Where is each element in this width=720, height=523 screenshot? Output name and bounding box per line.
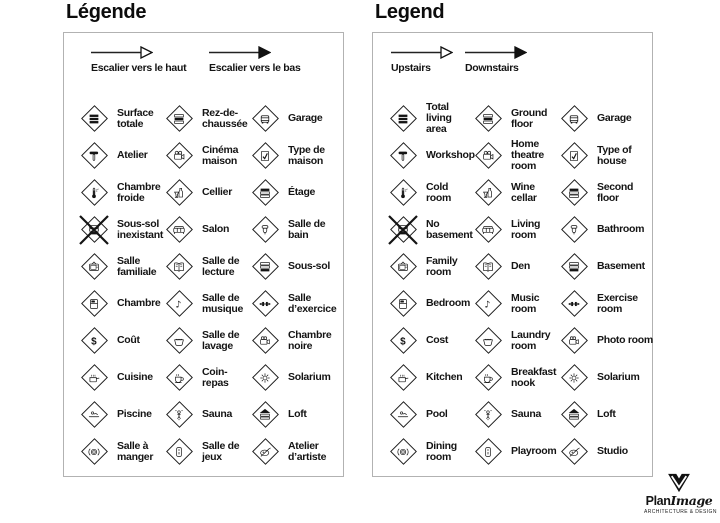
family-room-icon bbox=[388, 252, 418, 282]
legend-item bbox=[79, 396, 164, 433]
legend-item-label: Home theatre room bbox=[511, 138, 544, 172]
studio-icon bbox=[559, 437, 589, 467]
logo-plan-text: Plan bbox=[645, 494, 671, 508]
legend-item-label: Loft bbox=[597, 408, 616, 420]
legend-item-label: Coût bbox=[117, 334, 140, 346]
cost-icon bbox=[388, 326, 418, 356]
legend-item bbox=[473, 174, 559, 211]
breakfast-nook-icon bbox=[164, 363, 194, 393]
legend-item bbox=[79, 322, 164, 359]
legend-panel-en bbox=[372, 0, 653, 478]
legend-item bbox=[473, 359, 559, 396]
legend-item-label: Surface totale bbox=[117, 106, 154, 130]
breakfast-nook-icon bbox=[473, 363, 503, 393]
stair-arrow-label: Downstairs bbox=[465, 62, 519, 74]
legend-item-label: Family room bbox=[426, 254, 458, 278]
legend-item bbox=[388, 322, 473, 359]
arrow-open-head-icon bbox=[91, 46, 153, 59]
legend-item bbox=[79, 285, 164, 322]
pool-icon bbox=[388, 400, 418, 430]
logo-image-text: Image bbox=[670, 493, 713, 508]
photo-room-icon bbox=[250, 326, 280, 356]
legend-item-label: Studio bbox=[597, 445, 628, 457]
legend-item bbox=[79, 248, 164, 285]
legend-item-label: Chambre froide bbox=[117, 180, 161, 204]
legend-item bbox=[79, 211, 164, 248]
legend-item-label: Cost bbox=[426, 334, 449, 346]
legend-item bbox=[164, 100, 250, 137]
legend-item bbox=[559, 174, 659, 211]
legend-item-label: Piscine bbox=[117, 408, 152, 420]
legend-item bbox=[164, 137, 250, 174]
legend-item bbox=[250, 359, 350, 396]
svg-text:$: $ bbox=[400, 336, 406, 347]
legend-item bbox=[79, 359, 164, 396]
legend-item-label: Salle d’exercice bbox=[288, 291, 337, 315]
panel-title-en: Legend bbox=[375, 1, 445, 23]
legend-item bbox=[250, 285, 350, 322]
legend-item bbox=[388, 396, 473, 433]
legend-item-label: Total living area bbox=[426, 101, 452, 135]
legend-item bbox=[473, 211, 559, 248]
wine-cellar-icon bbox=[164, 178, 194, 208]
stair-arrow-label: Escalier vers le haut bbox=[91, 62, 187, 74]
legend-item bbox=[79, 137, 164, 174]
exercise-room-icon bbox=[559, 289, 589, 319]
music-room-icon bbox=[473, 289, 503, 319]
stair-arrows bbox=[64, 33, 343, 87]
legend-item-label: Bathroom bbox=[597, 223, 645, 235]
legend-item bbox=[473, 137, 559, 174]
stair-arrow-label: Escalier vers le bas bbox=[209, 62, 301, 74]
legend-grid bbox=[373, 100, 652, 470]
legend-item-label: Salle à manger bbox=[117, 439, 154, 463]
legend-item bbox=[559, 433, 659, 470]
ground-floor-icon bbox=[164, 104, 194, 134]
playroom-icon bbox=[473, 437, 503, 467]
legend-item-label: Sous-sol bbox=[288, 260, 330, 272]
legend-box-fr bbox=[63, 32, 344, 477]
bedroom-icon bbox=[388, 289, 418, 319]
laundry-icon bbox=[473, 326, 503, 356]
loft-icon bbox=[559, 400, 589, 430]
legend-item-label: Étage bbox=[288, 186, 316, 198]
legend-item-label: Type of house bbox=[597, 143, 632, 167]
legend-item bbox=[250, 433, 350, 470]
legend-item bbox=[388, 433, 473, 470]
legend-item bbox=[559, 137, 659, 174]
legend-item-label: Exercise room bbox=[597, 291, 638, 315]
kitchen-icon bbox=[388, 363, 418, 393]
total-area-icon bbox=[79, 104, 109, 134]
legend-item-label: Sauna bbox=[511, 408, 542, 420]
arrow-open-head-icon bbox=[391, 46, 453, 59]
home-theatre-icon bbox=[473, 141, 503, 171]
legend-item-label: Cold room bbox=[426, 180, 452, 204]
legend-item-label: No basement bbox=[426, 217, 473, 241]
sauna-icon bbox=[473, 400, 503, 430]
solarium-icon bbox=[559, 363, 589, 393]
kitchen-icon bbox=[79, 363, 109, 393]
legend-item bbox=[473, 285, 559, 322]
studio-icon bbox=[250, 437, 280, 467]
legend-item bbox=[164, 322, 250, 359]
wine-cellar-icon bbox=[473, 178, 503, 208]
cost-icon bbox=[79, 326, 109, 356]
den-icon bbox=[473, 252, 503, 282]
legend-item-label: Laundry room bbox=[511, 328, 551, 352]
family-room-icon bbox=[79, 252, 109, 282]
legend-item bbox=[559, 322, 659, 359]
legend-item bbox=[164, 433, 250, 470]
legend-item-label: Garage bbox=[288, 112, 323, 124]
bathroom-icon bbox=[559, 215, 589, 245]
legend-item-label: Type de maison bbox=[288, 143, 325, 167]
legend-item bbox=[79, 100, 164, 137]
legend-item-label: Cuisine bbox=[117, 371, 153, 383]
legend-item-label: Salle familiale bbox=[117, 254, 157, 278]
exercise-room-icon bbox=[250, 289, 280, 319]
bathroom-icon bbox=[250, 215, 280, 245]
dining-room-icon bbox=[388, 437, 418, 467]
legend-item bbox=[164, 359, 250, 396]
legend-item-label: Chambre bbox=[117, 297, 161, 309]
playroom-icon bbox=[164, 437, 194, 467]
legend-item bbox=[388, 285, 473, 322]
stair-arrow-down bbox=[209, 46, 301, 87]
legend-item-label: Salle de bain bbox=[288, 217, 326, 241]
legend-item-label: Salon bbox=[202, 223, 230, 235]
home-theatre-icon bbox=[164, 141, 194, 171]
legend-item bbox=[388, 137, 473, 174]
ground-floor-icon bbox=[473, 104, 503, 134]
legend-item bbox=[559, 285, 659, 322]
legend-item bbox=[559, 100, 659, 137]
legend-item bbox=[388, 174, 473, 211]
legend-item bbox=[164, 396, 250, 433]
stair-arrow-up bbox=[91, 46, 209, 87]
legend-item-label: Breakfast nook bbox=[511, 365, 557, 389]
legend-item-label: Second floor bbox=[597, 180, 634, 204]
second-floor-icon bbox=[250, 178, 280, 208]
legend-item-label: Sauna bbox=[202, 408, 233, 420]
garage-icon bbox=[559, 104, 589, 134]
legend-item bbox=[473, 396, 559, 433]
svg-text:2°: 2° bbox=[95, 188, 99, 193]
legend-panel-fr bbox=[63, 0, 344, 478]
planimage-logo bbox=[644, 473, 717, 515]
garage-icon bbox=[250, 104, 280, 134]
photo-room-icon bbox=[559, 326, 589, 356]
total-area-icon bbox=[388, 104, 418, 134]
legend-item-label: Atelier bbox=[117, 149, 148, 161]
laundry-icon bbox=[164, 326, 194, 356]
legend-item bbox=[164, 248, 250, 285]
legend-item-label: Living room bbox=[511, 217, 541, 241]
legend-item bbox=[388, 248, 473, 285]
basement-icon bbox=[559, 252, 589, 282]
legend-item-label: Chambre noire bbox=[288, 328, 332, 352]
legend-item bbox=[164, 174, 250, 211]
legend-item bbox=[164, 211, 250, 248]
planimage-logo-text bbox=[644, 494, 714, 508]
legend-item bbox=[388, 100, 473, 137]
sauna-icon bbox=[164, 400, 194, 430]
stair-arrow-label: Upstairs bbox=[391, 62, 431, 74]
legend-item bbox=[473, 100, 559, 137]
legend-item-label: Cinéma maison bbox=[202, 143, 239, 167]
legend-item-label: Salle de lavage bbox=[202, 328, 240, 352]
panel-title-fr: Légende bbox=[66, 1, 147, 23]
music-room-icon bbox=[164, 289, 194, 319]
legend-item-label: Ground floor bbox=[511, 106, 548, 130]
legend-item-label: Music room bbox=[511, 291, 540, 315]
legend-item-label: Dining room bbox=[426, 439, 457, 463]
legend-item-label: Salle de jeux bbox=[202, 439, 240, 463]
legend-item-label: Cellier bbox=[202, 186, 232, 198]
legend-item bbox=[473, 433, 559, 470]
stair-arrow-down bbox=[465, 46, 527, 87]
legend-item bbox=[164, 285, 250, 322]
loft-icon bbox=[250, 400, 280, 430]
legend-item-label: Pool bbox=[426, 408, 448, 420]
legend-item-label: Bedroom bbox=[426, 297, 470, 309]
living-room-icon bbox=[164, 215, 194, 245]
no-basement-icon bbox=[79, 215, 109, 245]
basement-icon bbox=[250, 252, 280, 282]
legend-item-label: Wine cellar bbox=[511, 180, 537, 204]
second-floor-icon bbox=[559, 178, 589, 208]
house-type-icon bbox=[559, 141, 589, 171]
planimage-logo-mark-icon bbox=[667, 473, 691, 493]
solarium-icon bbox=[250, 363, 280, 393]
stair-arrows bbox=[373, 33, 652, 87]
svg-text:♪: ♪ bbox=[175, 299, 182, 310]
living-room-icon bbox=[473, 215, 503, 245]
legend-item bbox=[79, 174, 164, 211]
legend-item-label: Coin-repas bbox=[202, 365, 229, 389]
logo-tagline: ARCHITECTURE & DESIGN bbox=[644, 509, 717, 515]
legend-item bbox=[473, 322, 559, 359]
legend-item-label: Garage bbox=[597, 112, 632, 124]
legend-item bbox=[250, 322, 350, 359]
legend-item bbox=[388, 211, 473, 248]
arrow-filled-head-icon bbox=[209, 46, 271, 59]
legend-item bbox=[250, 174, 350, 211]
svg-text:2°: 2° bbox=[404, 188, 408, 193]
legend-item-label: Salle de lecture bbox=[202, 254, 240, 278]
legend-item bbox=[250, 211, 350, 248]
legend-item-label: Basement bbox=[597, 260, 645, 272]
cold-room-icon bbox=[388, 178, 418, 208]
legend-item-label: Rez-de-chaussée bbox=[202, 106, 248, 130]
legend-item-label: Playroom bbox=[511, 445, 557, 457]
workshop-icon bbox=[388, 141, 418, 171]
legend-item bbox=[388, 359, 473, 396]
legend-item bbox=[473, 248, 559, 285]
stair-arrow-up bbox=[391, 46, 465, 87]
legend-item-label: Loft bbox=[288, 408, 307, 420]
legend-item bbox=[250, 137, 350, 174]
legend-grid bbox=[64, 100, 343, 470]
legend-item bbox=[250, 100, 350, 137]
house-type-icon bbox=[250, 141, 280, 171]
legend-item bbox=[250, 396, 350, 433]
legend-item-label: Salle de musique bbox=[202, 291, 244, 315]
workshop-icon bbox=[79, 141, 109, 171]
legend-item bbox=[559, 396, 659, 433]
legend-item bbox=[559, 359, 659, 396]
bedroom-icon bbox=[79, 289, 109, 319]
legend-item-label: Sous-sol inexistant bbox=[117, 217, 164, 241]
legend-item bbox=[559, 211, 659, 248]
cold-room-icon bbox=[79, 178, 109, 208]
pool-icon bbox=[79, 400, 109, 430]
legend-item-label: Kitchen bbox=[426, 371, 463, 383]
no-basement-icon bbox=[388, 215, 418, 245]
den-icon bbox=[164, 252, 194, 282]
legend-item-label: Den bbox=[511, 260, 530, 272]
legend-box-en bbox=[372, 32, 653, 477]
dining-room-icon bbox=[79, 437, 109, 467]
arrow-filled-head-icon bbox=[465, 46, 527, 59]
legend-item-label: Solarium bbox=[288, 371, 331, 383]
legend-item bbox=[559, 248, 659, 285]
legend-item-label: Photo room bbox=[597, 334, 653, 346]
legend-item bbox=[79, 433, 164, 470]
legend-item-label: Solarium bbox=[597, 371, 640, 383]
svg-text:$: $ bbox=[91, 336, 97, 347]
legend-item-label: Workshop bbox=[426, 149, 475, 161]
svg-text:♪: ♪ bbox=[484, 299, 491, 310]
legend-item bbox=[250, 248, 350, 285]
legend-item-label: Atelier d’artiste bbox=[288, 439, 327, 463]
